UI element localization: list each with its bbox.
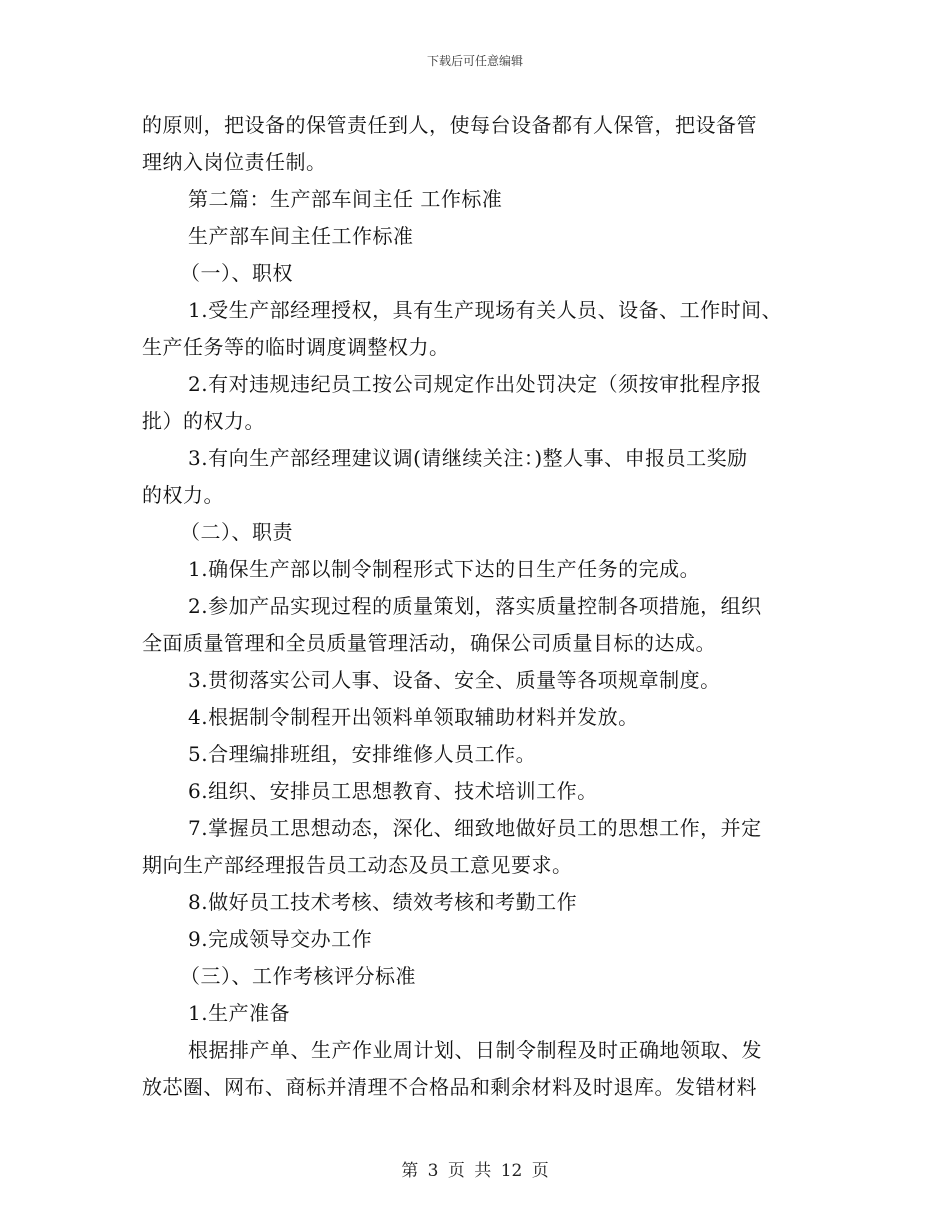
text-line: 3.贯彻落实公司人事、设备、安全、质量等各项规章制度。: [188, 668, 721, 692]
text-line: 1.确保生产部以制令制程形式下达的日生产任务的完成。: [188, 557, 701, 581]
text-line: 6.组织、安排员工思想教育、技术培训工作。: [188, 779, 598, 803]
section-title: 第二篇：生产部车间主任 工作标准: [188, 187, 503, 211]
page-header: 下载后可任意编辑: [426, 54, 523, 68]
subsection-heading: （一）、职权: [180, 261, 293, 285]
text-line: 期向生产部经理报告员工动态及员工意见要求。: [142, 853, 573, 877]
text-line: 9.完成领导交办工作: [188, 927, 373, 951]
text-line: 根据排产单、生产作业周计划、日制令制程及时正确地领取、发: [188, 1038, 762, 1062]
text-line: 生产任务等的临时调度调整权力。: [142, 335, 450, 359]
section-subtitle: 生产部车间主任工作标准: [188, 224, 414, 248]
text-line: 4.根据制令制程开出领料单领取辅助材料并发放。: [188, 705, 639, 729]
text-line: 3.有向生产部经理建议调(请继续关注：)整人事、申报员工奖励: [188, 446, 748, 470]
text-line: 7.掌握员工思想动态，深化、细致地做好员工的思想工作，并定: [188, 816, 762, 840]
subsection-heading: （三）、工作考核评分标准: [180, 964, 416, 988]
text-line: 的权力。: [142, 483, 224, 507]
text-line: 理纳入岗位责任制。: [142, 150, 327, 174]
text-line: 的原则，把设备的保管责任到人，使每台设备都有人保管，把设备管: [142, 113, 757, 137]
text-line: 2.有对违规违纪员工按公司规定作出处罚决定（须按审批程序报: [188, 372, 762, 396]
page-number-footer: 第 3 页 共 12 页: [401, 1161, 549, 1181]
text-line: 1.生产准备: [188, 1001, 291, 1025]
document-body: [142, 107, 817, 1106]
text-line: 5.合理编排班组，安排维修人员工作。: [188, 742, 537, 766]
text-line: 2.参加产品实现过程的质量策划，落实质量控制各项措施，组织: [188, 594, 762, 618]
text-line: 全面质量管理和全员质量管理活动，确保公司质量目标的达成。: [142, 631, 716, 655]
text-line: 1.受生产部经理授权，具有生产现场有关人员、设备、工作时间、: [188, 298, 783, 322]
text-line: 放芯圈、网布、商标并清理不合格品和剩余材料及时退库。发错材料: [142, 1075, 757, 1099]
text-line: 8.做好员工技术考核、绩效考核和考勤工作: [188, 890, 578, 914]
text-line: 批）的权力。: [142, 409, 265, 433]
subsection-heading: （二）、职责: [180, 520, 293, 544]
